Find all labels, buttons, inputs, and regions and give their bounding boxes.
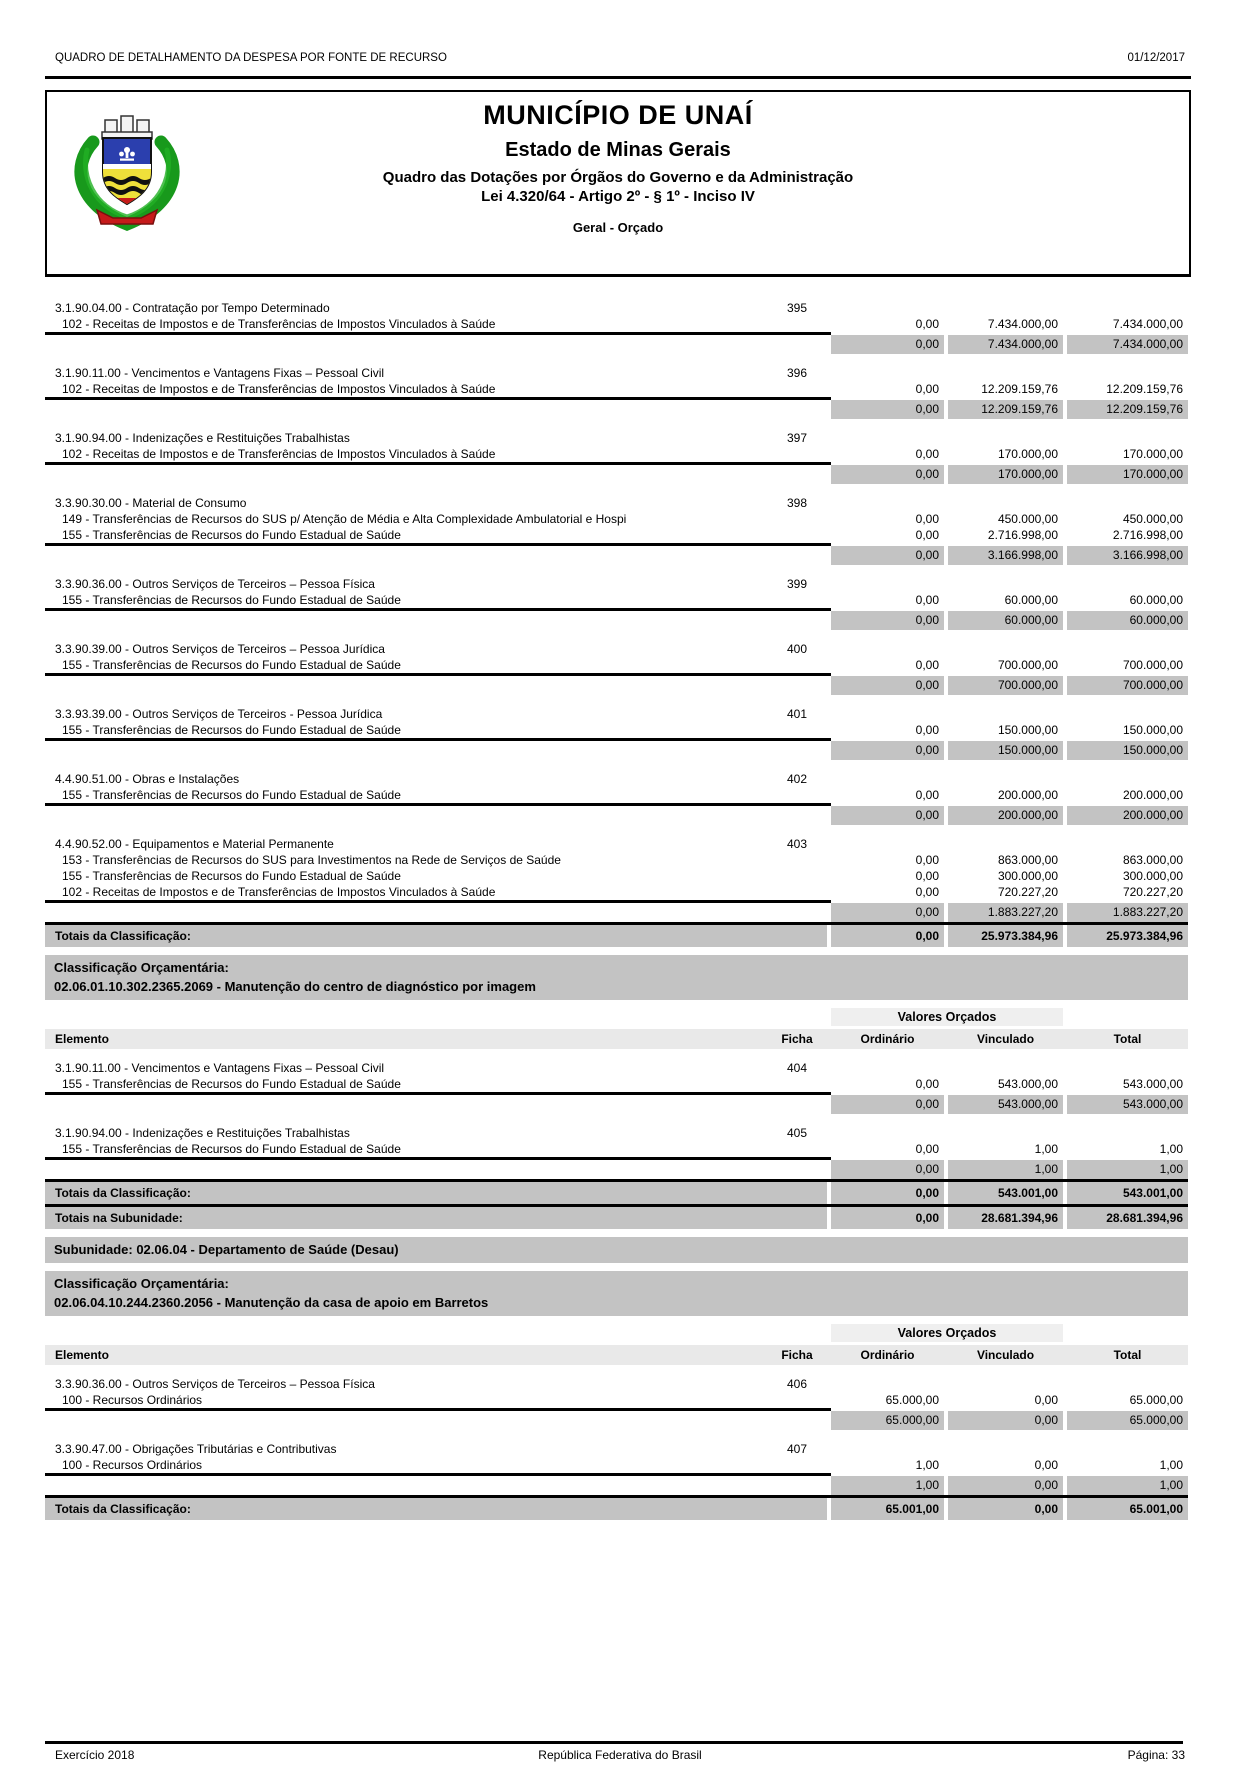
vinculado-value: 300.000,00 bbox=[997, 869, 1058, 883]
column-header-total: Total bbox=[1113, 1348, 1142, 1362]
ficha-value bbox=[767, 1182, 827, 1204]
element-label: 3.3.90.36.00 - Outros Serviços de Terceiros – Pessoa Física bbox=[55, 577, 375, 591]
vinculado-value: 0,00 bbox=[948, 1476, 1063, 1495]
element-row bbox=[45, 641, 1188, 657]
fonte-label: 100 - Recursos Ordinários bbox=[62, 1458, 203, 1472]
ordinario-value: 0,00 bbox=[915, 885, 939, 899]
fonte-label: 155 - Transferências de Recursos do Fundo Estadual de Saúde bbox=[62, 788, 401, 802]
subtotal-row bbox=[45, 400, 1188, 419]
vinculado-value: 0,00 bbox=[948, 1498, 1063, 1520]
vinculado-value: 2.716.998,00 bbox=[987, 528, 1058, 542]
ficha-value: 400 bbox=[786, 642, 808, 656]
ficha-value bbox=[767, 1207, 827, 1229]
vinculado-value: 150.000,00 bbox=[948, 741, 1063, 760]
fonte-label: 155 - Transferências de Recursos do Fundo Estadual de Saúde bbox=[62, 723, 401, 737]
ordinario-value: 1,00 bbox=[831, 1476, 944, 1495]
element-label: 3.1.90.11.00 - Vencimentos e Vantagens Fixas – Pessoal Civil bbox=[55, 366, 385, 380]
vinculado-value: 1,00 bbox=[1034, 1142, 1058, 1156]
subtotal-row bbox=[45, 806, 1188, 825]
section-band-line: 02.06.01.10.302.2365.2069 - Manutenção do centro de diagnóstico por imagem bbox=[54, 979, 536, 994]
ordinario-value: 0,00 bbox=[831, 676, 944, 695]
column-header-vinculado: Vinculado bbox=[976, 1032, 1035, 1046]
ordinario-value: 0,00 bbox=[915, 447, 939, 461]
ordinario-value: 0,00 bbox=[915, 512, 939, 526]
ordinario-value: 0,00 bbox=[915, 723, 939, 737]
state-name: Estado de Minas Gerais bbox=[505, 139, 731, 161]
total-value: 700.000,00 bbox=[1122, 658, 1183, 672]
vinculado-value: 12.209.159,76 bbox=[948, 400, 1063, 419]
ficha-value bbox=[767, 925, 827, 947]
element-label: 3.1.90.11.00 - Vencimentos e Vantagens Fixas – Pessoal Civil bbox=[55, 1061, 385, 1075]
total-value: 200.000,00 bbox=[1067, 806, 1188, 825]
ficha-value: 395 bbox=[786, 301, 808, 315]
element-row bbox=[45, 430, 1188, 446]
total-value: 863.000,00 bbox=[1122, 853, 1183, 867]
totals-label: Totais da Classificação: bbox=[45, 1498, 767, 1520]
vinculado-value: 700.000,00 bbox=[948, 676, 1063, 695]
column-header-ordinario: Ordinário bbox=[860, 1032, 915, 1046]
subtotal-row bbox=[45, 1476, 1188, 1495]
fonte-label: 155 - Transferências de Recursos do Fundo Estadual de Saúde bbox=[62, 528, 401, 542]
element-row bbox=[45, 495, 1188, 511]
ordinario-value: 0,00 bbox=[831, 741, 944, 760]
column-header-ordinario: Ordinário bbox=[860, 1348, 915, 1362]
ordinario-value: 0,00 bbox=[831, 903, 944, 922]
vinculado-value: 700.000,00 bbox=[997, 658, 1058, 672]
unai-coat-of-arms-icon bbox=[67, 102, 187, 242]
total-value: 720.227,20 bbox=[1122, 885, 1183, 899]
vinculado-value: 0,00 bbox=[948, 1411, 1063, 1430]
ficha-value: 403 bbox=[786, 837, 808, 851]
section-band-line: Classificação Orçamentária: bbox=[54, 1276, 229, 1291]
fonte-row bbox=[45, 787, 1188, 803]
subtotal-row bbox=[45, 1411, 1188, 1430]
fonte-label: 155 - Transferências de Recursos do Fundo Estadual de Saúde bbox=[62, 593, 401, 607]
fonte-label: 102 - Receitas de Impostos e de Transferências de Impostos Vinculados à Saúde bbox=[62, 447, 496, 461]
fonte-row bbox=[45, 884, 1188, 900]
element-label: 3.1.90.94.00 - Indenizações e Restituições Trabalhistas bbox=[55, 1126, 350, 1140]
municipality-name: MUNICÍPIO DE UNAÍ bbox=[483, 100, 753, 130]
total-value: 3.166.998,00 bbox=[1067, 546, 1188, 565]
ficha-value: 405 bbox=[786, 1126, 808, 1140]
total-value: 150.000,00 bbox=[1122, 723, 1183, 737]
totals-row bbox=[45, 1498, 1188, 1520]
scope-label: Geral - Orçado bbox=[572, 220, 664, 235]
total-value: 25.973.384,96 bbox=[1067, 925, 1188, 947]
values-group-row bbox=[45, 1324, 1188, 1342]
total-value: 2.716.998,00 bbox=[1112, 528, 1183, 542]
element-label: 3.1.90.04.00 - Contratação por Tempo Determinado bbox=[55, 301, 330, 315]
report-title: QUADRO DE DETALHAMENTO DA DESPESA POR FONTE DE RECURSO bbox=[55, 52, 447, 64]
ficha-value: 402 bbox=[786, 772, 808, 786]
fonte-label: 155 - Transferências de Recursos do Fundo Estadual de Saúde bbox=[62, 1142, 401, 1156]
totals-row bbox=[45, 925, 1188, 947]
ficha-value: 397 bbox=[786, 431, 808, 445]
report-subtitle: Quadro das Dotações por Órgãos do Governo e da Administração bbox=[382, 169, 854, 186]
totals-label: Totais na Subunidade: bbox=[45, 1207, 767, 1229]
ficha-value bbox=[767, 1498, 827, 1520]
footer-page-number: Página: 33 bbox=[1127, 1748, 1185, 1762]
fonte-row bbox=[45, 1457, 1188, 1473]
vinculado-value: 170.000,00 bbox=[948, 465, 1063, 484]
fonte-row bbox=[45, 868, 1188, 884]
vinculado-value: 150.000,00 bbox=[997, 723, 1058, 737]
vinculado-value: 543.001,00 bbox=[948, 1182, 1063, 1204]
footer-country: República Federativa do Brasil bbox=[538, 1748, 702, 1762]
total-value: 450.000,00 bbox=[1122, 512, 1183, 526]
ordinario-value: 0,00 bbox=[915, 788, 939, 802]
vinculado-value: 0,00 bbox=[1034, 1393, 1058, 1407]
vinculado-value: 0,00 bbox=[1034, 1458, 1058, 1472]
fonte-row bbox=[45, 852, 1188, 868]
vinculado-value: 28.681.394,96 bbox=[948, 1207, 1063, 1229]
element-label: 3.3.90.47.00 - Obrigações Tributárias e Contributivas bbox=[55, 1442, 337, 1456]
ordinario-value: 0,00 bbox=[831, 611, 944, 630]
totals-row bbox=[45, 1207, 1188, 1229]
fonte-row bbox=[45, 316, 1188, 332]
ordinario-value: 0,00 bbox=[831, 1160, 944, 1179]
ordinario-value: 65.001,00 bbox=[831, 1498, 944, 1520]
ordinario-value: 1,00 bbox=[915, 1458, 939, 1472]
vinculado-value: 7.434.000,00 bbox=[948, 335, 1063, 354]
fonte-label: 155 - Transferências de Recursos do Fundo Estadual de Saúde bbox=[62, 1077, 401, 1091]
total-value: 170.000,00 bbox=[1067, 465, 1188, 484]
total-value: 200.000,00 bbox=[1122, 788, 1183, 802]
column-header-total: Total bbox=[1113, 1032, 1142, 1046]
subtotal-row bbox=[45, 611, 1188, 630]
vinculado-value: 60.000,00 bbox=[948, 611, 1063, 630]
fonte-label: 153 - Transferências de Recursos do SUS para Investimentos na Rede de Serviços de Saúde bbox=[62, 853, 561, 867]
ordinario-value: 0,00 bbox=[831, 806, 944, 825]
ordinario-value: 0,00 bbox=[831, 546, 944, 565]
total-value: 543.000,00 bbox=[1122, 1077, 1183, 1091]
values-group-label: Valores Orçados bbox=[831, 1008, 1063, 1026]
ordinario-value: 0,00 bbox=[915, 869, 939, 883]
vinculado-value: 200.000,00 bbox=[997, 788, 1058, 802]
subtotal-row bbox=[45, 1095, 1188, 1114]
section-band-line: 02.06.04.10.244.2360.2056 - Manutenção da casa de apoio em Barretos bbox=[54, 1295, 489, 1310]
ordinario-value: 0,00 bbox=[915, 853, 939, 867]
ficha-value: 396 bbox=[786, 366, 808, 380]
vinculado-value: 170.000,00 bbox=[997, 447, 1058, 461]
ordinario-value: 0,00 bbox=[915, 1077, 939, 1091]
element-label: 3.3.93.39.00 - Outros Serviços de Terceiros - Pessoa Jurídica bbox=[55, 707, 383, 721]
ordinario-value: 65.000,00 bbox=[831, 1411, 944, 1430]
footer-rule bbox=[45, 1741, 1183, 1744]
column-header-ficha: Ficha bbox=[781, 1032, 813, 1046]
fonte-row bbox=[45, 657, 1188, 673]
fonte-label: 155 - Transferências de Recursos do Fundo Estadual de Saúde bbox=[62, 869, 401, 883]
subtotal-row bbox=[45, 741, 1188, 760]
fonte-row bbox=[45, 446, 1188, 462]
element-label: 4.4.90.51.00 - Obras e Instalações bbox=[55, 772, 240, 786]
total-value: 60.000,00 bbox=[1067, 611, 1188, 630]
report-footer bbox=[55, 1748, 1185, 1762]
ordinario-value: 0,00 bbox=[831, 335, 944, 354]
fonte-label: 149 - Transferências de Recursos do SUS p/ Atenção de Média e Alta Complexidade Ambulatorial e Hospi bbox=[62, 512, 627, 526]
element-label: 3.3.90.39.00 - Outros Serviços de Terceiros – Pessoa Jurídica bbox=[55, 642, 385, 656]
vinculado-value: 450.000,00 bbox=[997, 512, 1058, 526]
column-header-row bbox=[45, 1345, 1188, 1365]
total-value: 7.434.000,00 bbox=[1112, 317, 1183, 331]
ordinario-value: 0,00 bbox=[831, 400, 944, 419]
fonte-label: 100 - Recursos Ordinários bbox=[62, 1393, 203, 1407]
element-row bbox=[45, 365, 1188, 381]
fonte-row bbox=[45, 1141, 1188, 1157]
ficha-value: 406 bbox=[786, 1377, 808, 1391]
total-value: 170.000,00 bbox=[1122, 447, 1183, 461]
ordinario-value: 0,00 bbox=[831, 1182, 944, 1204]
ficha-value: 404 bbox=[786, 1061, 808, 1075]
subtotal-row bbox=[45, 676, 1188, 695]
ordinario-value: 0,00 bbox=[915, 528, 939, 542]
section-band-line: Subunidade: 02.06.04 - Departamento de Saúde (Desau) bbox=[54, 1242, 399, 1257]
fonte-row bbox=[45, 381, 1188, 397]
element-row bbox=[45, 706, 1188, 722]
report-table bbox=[45, 289, 1188, 1520]
column-header-element: Elemento bbox=[55, 1348, 110, 1362]
fonte-label: 102 - Receitas de Impostos e de Transferências de Impostos Vinculados à Saúde bbox=[62, 382, 496, 396]
total-value: 1,00 bbox=[1067, 1160, 1188, 1179]
section-band bbox=[45, 1271, 1188, 1316]
ordinario-value: 65.000,00 bbox=[885, 1393, 939, 1407]
total-value: 12.209.159,76 bbox=[1106, 382, 1183, 396]
total-value: 65.001,00 bbox=[1067, 1498, 1188, 1520]
vinculado-value: 863.000,00 bbox=[997, 853, 1058, 867]
vinculado-value: 3.166.998,00 bbox=[948, 546, 1063, 565]
vinculado-value: 60.000,00 bbox=[1004, 593, 1058, 607]
subtotal-row bbox=[45, 1160, 1188, 1179]
vinculado-value: 1,00 bbox=[948, 1160, 1063, 1179]
section-band bbox=[45, 955, 1188, 1000]
total-value: 60.000,00 bbox=[1129, 593, 1183, 607]
values-group-label: Valores Orçados bbox=[831, 1324, 1063, 1342]
totals-label: Totais da Classificação: bbox=[45, 1182, 767, 1204]
vinculado-value: 543.000,00 bbox=[997, 1077, 1058, 1091]
column-header-element: Elemento bbox=[55, 1032, 110, 1046]
fonte-row bbox=[45, 722, 1188, 738]
fonte-label: 102 - Receitas de Impostos e de Transferências de Impostos Vinculados à Saúde bbox=[62, 317, 496, 331]
ficha-value: 401 bbox=[786, 707, 808, 721]
totals-row bbox=[45, 1182, 1188, 1204]
total-value: 1.883.227,20 bbox=[1067, 903, 1188, 922]
ordinario-value: 0,00 bbox=[915, 658, 939, 672]
element-row bbox=[45, 576, 1188, 592]
title-box bbox=[45, 90, 1191, 277]
total-value: 543.000,00 bbox=[1067, 1095, 1188, 1114]
total-value: 1,00 bbox=[1159, 1142, 1183, 1156]
total-value: 65.000,00 bbox=[1067, 1411, 1188, 1430]
element-label: 4.4.90.52.00 - Equipamentos e Material Permanente bbox=[55, 837, 334, 851]
ordinario-value: 0,00 bbox=[915, 593, 939, 607]
ordinario-value: 0,00 bbox=[831, 925, 944, 947]
total-value: 28.681.394,96 bbox=[1067, 1207, 1188, 1229]
fonte-row bbox=[45, 592, 1188, 608]
ficha-value: 398 bbox=[786, 496, 808, 510]
vinculado-value: 543.000,00 bbox=[948, 1095, 1063, 1114]
section-band bbox=[45, 1237, 1188, 1263]
vinculado-value: 25.973.384,96 bbox=[948, 925, 1063, 947]
ordinario-value: 0,00 bbox=[915, 1142, 939, 1156]
element-label: 3.1.90.94.00 - Indenizações e Restituições Trabalhistas bbox=[55, 431, 350, 445]
subtotal-row bbox=[45, 465, 1188, 484]
subtotal-row bbox=[45, 903, 1188, 922]
total-value: 1,00 bbox=[1067, 1476, 1188, 1495]
vinculado-value: 720.227,20 bbox=[997, 885, 1058, 899]
ordinario-value: 0,00 bbox=[831, 465, 944, 484]
total-value: 700.000,00 bbox=[1067, 676, 1188, 695]
subtotal-row bbox=[45, 546, 1188, 565]
element-row bbox=[45, 1060, 1188, 1076]
section-band-line: Classificação Orçamentária: bbox=[54, 960, 229, 975]
vinculado-value: 1.883.227,20 bbox=[948, 903, 1063, 922]
fonte-row bbox=[45, 1076, 1188, 1092]
total-value: 12.209.159,76 bbox=[1067, 400, 1188, 419]
element-row bbox=[45, 771, 1188, 787]
element-label: 3.3.90.36.00 - Outros Serviços de Terceiros – Pessoa Física bbox=[55, 1377, 375, 1391]
subtotal-row bbox=[45, 335, 1188, 354]
element-row bbox=[45, 300, 1188, 316]
fonte-row bbox=[45, 511, 1188, 527]
header-rule bbox=[45, 76, 1191, 79]
report-meta-header bbox=[55, 52, 1185, 64]
report-date: 01/12/2017 bbox=[1127, 52, 1185, 64]
ordinario-value: 0,00 bbox=[915, 317, 939, 331]
ficha-value: 399 bbox=[786, 577, 808, 591]
values-group-row bbox=[45, 1008, 1188, 1026]
fonte-label: 155 - Transferências de Recursos do Fundo Estadual de Saúde bbox=[62, 658, 401, 672]
footer-exercise: Exercício 2018 bbox=[55, 1748, 135, 1762]
ordinario-value: 0,00 bbox=[831, 1095, 944, 1114]
fonte-row bbox=[45, 1392, 1188, 1408]
element-row bbox=[45, 1125, 1188, 1141]
total-value: 7.434.000,00 bbox=[1067, 335, 1188, 354]
element-row bbox=[45, 1376, 1188, 1392]
total-value: 543.001,00 bbox=[1067, 1182, 1188, 1204]
law-reference: Lei 4.320/64 - Artigo 2º - § 1º - Inciso IV bbox=[481, 188, 755, 205]
ordinario-value: 0,00 bbox=[915, 382, 939, 396]
element-label: 3.3.90.30.00 - Material de Consumo bbox=[55, 496, 247, 510]
ficha-value: 407 bbox=[786, 1442, 808, 1456]
vinculado-value: 200.000,00 bbox=[948, 806, 1063, 825]
element-row bbox=[45, 836, 1188, 852]
vinculado-value: 12.209.159,76 bbox=[981, 382, 1058, 396]
column-header-vinculado: Vinculado bbox=[976, 1348, 1035, 1362]
total-value: 150.000,00 bbox=[1067, 741, 1188, 760]
column-header-ficha: Ficha bbox=[781, 1348, 813, 1362]
ordinario-value: 0,00 bbox=[831, 1207, 944, 1229]
total-value: 1,00 bbox=[1159, 1458, 1183, 1472]
total-value: 65.000,00 bbox=[1129, 1393, 1183, 1407]
element-row bbox=[45, 1441, 1188, 1457]
total-value: 300.000,00 bbox=[1122, 869, 1183, 883]
vinculado-value: 7.434.000,00 bbox=[987, 317, 1058, 331]
totals-label: Totais da Classificação: bbox=[45, 925, 767, 947]
fonte-row bbox=[45, 527, 1188, 543]
fonte-label: 102 - Receitas de Impostos e de Transferências de Impostos Vinculados à Saúde bbox=[62, 885, 496, 899]
column-header-row bbox=[45, 1029, 1188, 1049]
